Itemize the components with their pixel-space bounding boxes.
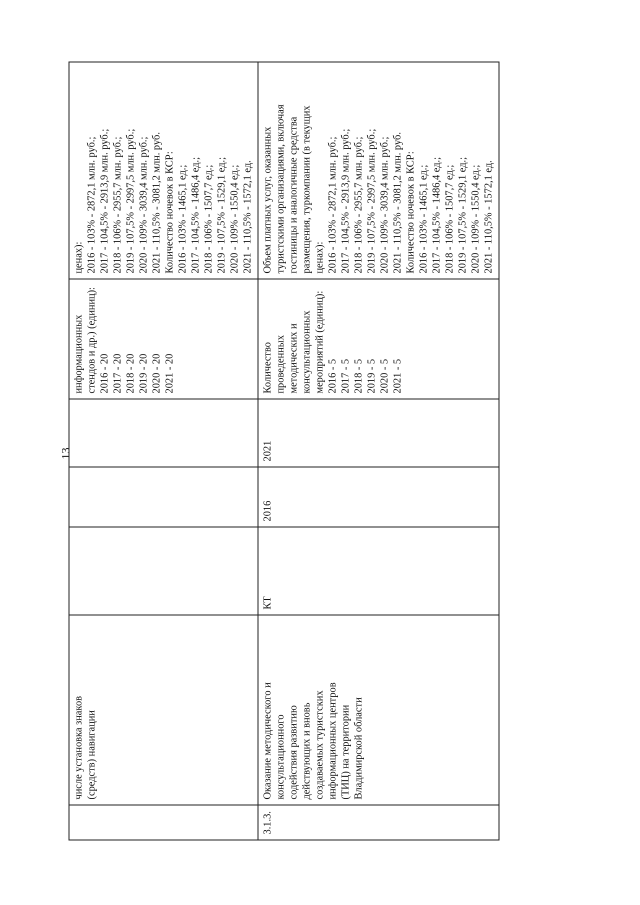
result-line: 2019 - 107,5% - 1529,1 ед.; [216,156,227,273]
row-number: 3.1.3. [262,810,273,834]
indicator-line: 2017 - 5 [340,358,351,393]
page-number-text: 13 [58,447,73,459]
cell-indicator [258,279,499,399]
table-row [69,62,258,840]
result-line: 2021 - 110,5% - 1572,1 ед. [242,159,253,273]
result-line: ценах): [314,241,325,273]
result-line: туристскими организациями, включая [275,103,286,273]
cell-indicator [69,279,258,399]
plan-table [68,61,499,840]
name-line: содействия развитию [288,704,299,799]
cell-result [69,62,258,279]
start-year: 2016 [262,500,273,521]
cell-number [258,805,499,840]
indicator-line: проведенных [275,334,286,393]
indicator-line: 2021 - 20 [164,353,175,393]
result-line: 2020 - 109% - 1550,4 ед.; [470,164,481,273]
cell-executor [69,527,258,615]
indicator-line: мероприятий (единиц): [314,290,325,393]
result-line: гостиницы и аналогичные средства [288,116,299,273]
result-line: 2016 - 103% - 1465,1 ед.; [418,164,429,273]
cell-end-year [258,399,499,467]
result-line: 2019 - 107,5% - 1529,1 ед.; [457,156,468,273]
cell-start-year [258,467,499,527]
cell-number [69,805,258,840]
result-line: 2020 - 109% - 3039,4 млн. руб.; [379,136,390,273]
indicator-line: стендов и др.) (единиц): [86,286,97,393]
table-row [258,62,499,840]
result-line: 2017 - 104,5% - 2913,9 млн. руб.; [340,128,351,273]
indicator-line: методических и [288,322,299,393]
result-line: 2016 - 103% - 2872,1 млн. руб.; [86,136,97,273]
indicator-line: 2018 - 20 [125,353,136,393]
name-line: создаваемых туристских [314,689,325,799]
indicator-line: 2016 - 20 [99,353,110,393]
result-line: 2021 - 110,5% - 3081,2 млн. руб. [151,131,162,273]
indicator-line: 2019 - 20 [138,353,149,393]
result-line: 2020 - 109% - 1550,4 ед.; [229,164,240,273]
result-line: ценах): [73,241,84,273]
result-line: 2021 - 110,5% - 1572,1 ед. [483,159,494,273]
name-line: (ТИЦ) на территории [340,704,351,799]
indicator-line: консультационных [301,310,312,393]
result-line: 2017 - 104,5% - 1486,4 ед.; [431,156,442,273]
executor: КТ [262,595,273,609]
result-line: Объем платных услуг, оказанных [262,126,273,273]
cell-end-year [69,399,258,467]
result-line: 2021 - 110,5% - 3081,2 млн. руб. [392,131,403,273]
name-line: консультационного [275,713,286,799]
result-line: 2016 - 103% - 2872,1 млн. руб.; [327,136,338,273]
indicator-line: 2021 - 5 [392,358,403,393]
result-line: размещения, туркомпании (в текущих [301,105,312,273]
indicator-line: информационных [73,314,84,393]
result-line: 2017 - 104,5% - 1486,4 ед.; [190,156,201,273]
name-line: информационных центров [327,681,338,799]
name-line: числе установка знаков [73,695,84,799]
result-line: 2018 - 106% - 1507,7 ед.; [203,164,214,273]
name-line: Владимирской области [353,696,364,799]
result-line: Количество ночевок в КСР: [164,150,175,273]
indicator-line: Количество [262,341,273,393]
cell-executor [258,527,499,615]
result-line: 2018 - 106% - 2955,7 млн. руб.; [112,136,123,273]
result-line: 2019 - 107,5% - 2997,5 млн. руб.; [125,128,136,273]
result-line: 2018 - 106% - 2955,7 млн. руб.; [353,136,364,273]
cell-name [258,615,499,805]
indicator-line: 2016 - 5 [327,358,338,393]
cell-name [69,615,258,805]
result-line: Количество ночевок в КСР: [405,150,416,273]
name-line: (средств) навигации [86,709,97,799]
name-line: Оказание методического и [262,681,273,799]
indicator-line: 2020 - 20 [151,353,162,393]
indicator-line: 2020 - 5 [379,358,390,393]
result-line: 2018 - 106% - 1507,7 ед.; [444,164,455,273]
indicator-line: 2019 - 5 [366,358,377,393]
cell-start-year [69,467,258,527]
indicator-line: 2017 - 20 [112,353,123,393]
indicator-line: 2018 - 5 [353,358,364,393]
end-year: 2021 [262,440,273,461]
result-line: 2020 - 109% - 3039,4 млн. руб.; [138,136,149,273]
result-line: 2016 - 103% - 1465,1 ед.; [177,164,188,273]
cell-result [258,62,499,279]
name-line: действующих и вновь [301,702,312,799]
result-line: 2019 - 107,5% - 2997,5 млн. руб.; [366,128,377,273]
rotated-table-frame [68,62,494,840]
result-line: 2017 - 104,5% - 2913,9 млн. руб.; [99,128,110,273]
